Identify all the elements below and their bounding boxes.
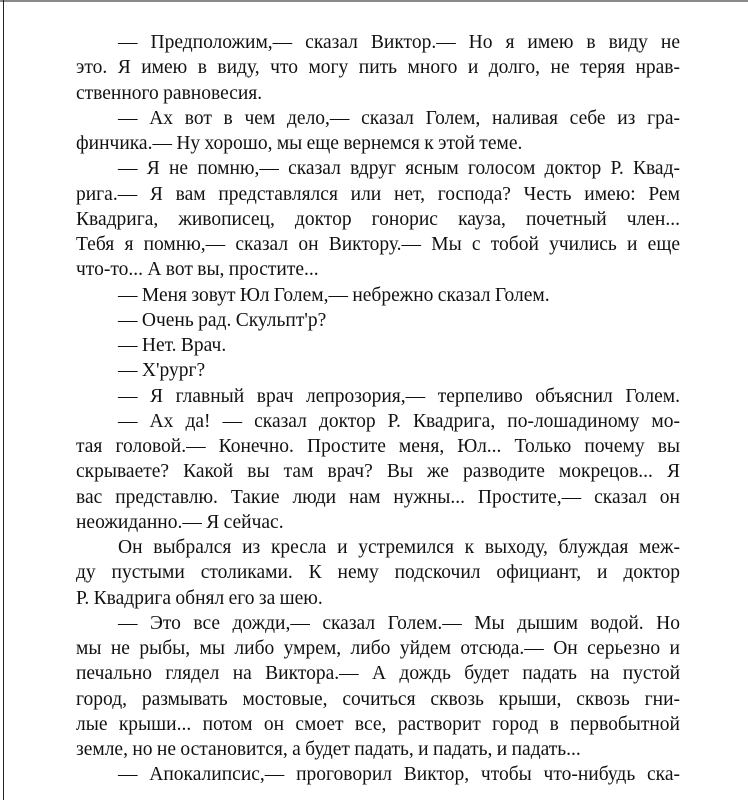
text-line: — Х'рург? bbox=[118, 360, 206, 382]
page-left-border bbox=[3, 0, 4, 800]
book-page-text bbox=[76, 30, 680, 788]
text-line: неожиданно.— Я сейчас. bbox=[76, 511, 284, 533]
text-line: город, размывать мостовые, сочиться сквозь крыши, сквозь гни- bbox=[76, 688, 680, 710]
text-line: — Очень рад. Скульпт'р? bbox=[118, 309, 327, 331]
text-line: ственного равновесия. bbox=[76, 82, 263, 104]
text-line: тая головой.— Конечно. Простите меня, Юл... Только почему вы bbox=[76, 436, 680, 457]
text-line: Он выбрался из кресла и устремился к выходу, блуждая меж- bbox=[118, 537, 680, 558]
text-line: Квадрига, живописец, доктор гонорис кауза, почетный член... bbox=[76, 208, 680, 230]
text-line: рига.— Я вам представлялся или нет, господа? Честь имею: Рем bbox=[76, 183, 680, 205]
text-line: земле, но не остановится, а будет падать, и падать, и падать... bbox=[76, 739, 581, 760]
text-line: — Предположим,— сказал Виктор.— Но я имею в виду не bbox=[118, 32, 680, 53]
page-top-border bbox=[0, 0, 748, 2]
text-line: ду пустыми столиками. К нему подскочил официант, и доктор bbox=[76, 562, 680, 584]
text-line: печально глядел на Виктора.— А дождь будет падать на пустой bbox=[76, 663, 680, 685]
text-line: финчика.— Ну хорошо, мы еще вернемся к этой теме. bbox=[76, 133, 523, 154]
text-line: Р. Квадрига обнял его за шею. bbox=[76, 587, 323, 609]
text-line: — Меня зовут Юл Голем,— небрежно сказал Голем. bbox=[118, 284, 550, 306]
text-line: лые крыши... потом он смоет все, растворит город в первобытной bbox=[76, 713, 680, 735]
text-line: Тебя я помню,— сказал он Виктору.— Мы с тобой учились и еще bbox=[76, 234, 680, 255]
text-line: — Я не помню,— сказал вдруг ясным голосом доктор Р. Квад- bbox=[118, 158, 680, 180]
text-line: это. Я имею в виду, что могу пить много и долго, не теряя нрав- bbox=[76, 57, 680, 79]
text-line: скрываете? Какой вы там врач? Вы же разводите мокрецов... Я bbox=[76, 461, 680, 483]
text-line: вас представлю. Такие люди нам нужны... Простите,— сказал он bbox=[76, 486, 680, 508]
text-line: мы не рыбы, мы либо умрем, либо уйдем отсюда.— Он серьезно и bbox=[76, 638, 680, 659]
text-line: — Нет. Врач. bbox=[118, 335, 227, 356]
text-line: что-то... А вот вы, простите... bbox=[76, 259, 319, 281]
text-line: — Я главный врач лепрозория,— терпеливо объяснил Голем. bbox=[118, 385, 680, 407]
text-line: — Апокалипсис,— проговорил Виктор, чтобы что-нибудь ска- bbox=[118, 764, 680, 786]
text-line: — Ах да! — сказал доктор Р. Квадрига, по-лошадиному мо- bbox=[118, 410, 680, 432]
text-line: — Это все дожди,— сказал Голем.— Мы дышим водой. Но bbox=[118, 612, 680, 634]
text-line: — Ах вот в чем дело,— сказал Голем, наливая себе из гра- bbox=[118, 107, 680, 129]
